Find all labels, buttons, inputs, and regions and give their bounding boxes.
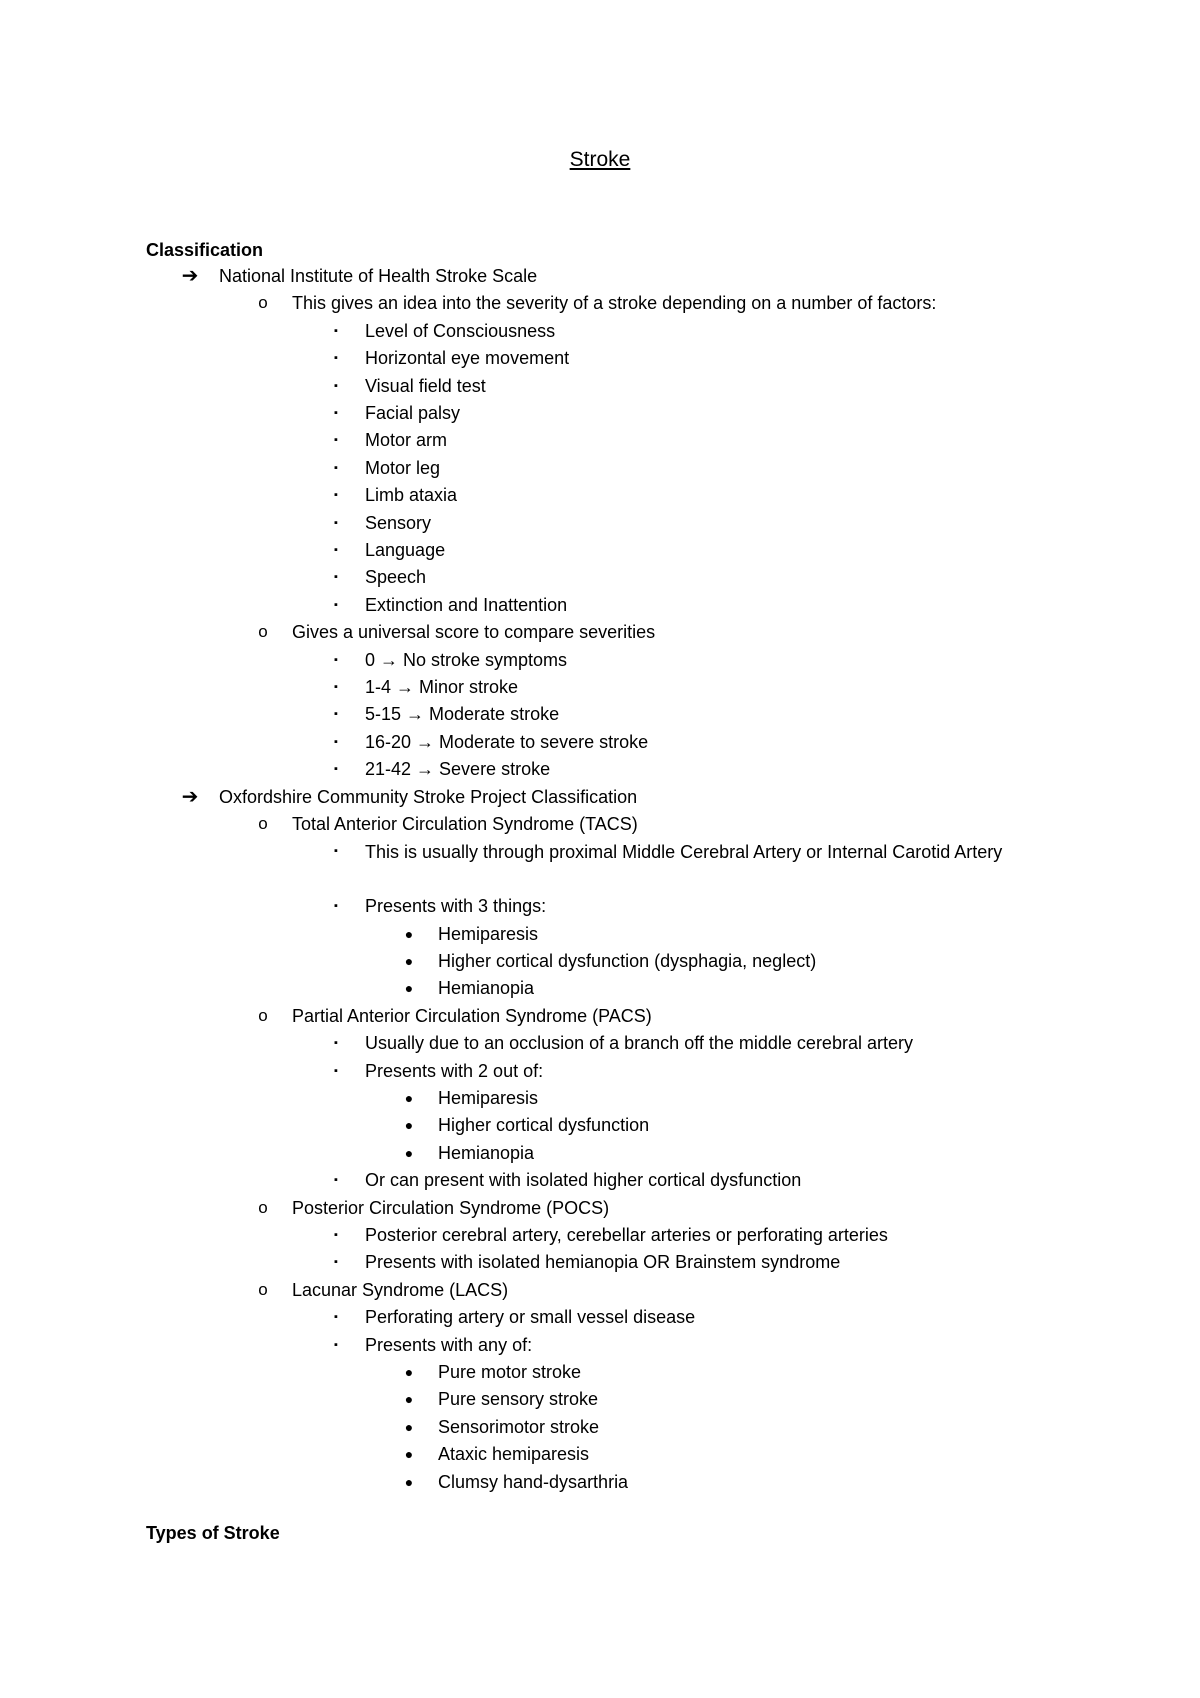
square-bullet-icon: ▪ xyxy=(334,1064,338,1077)
square-bullet-icon: ▪ xyxy=(334,1256,338,1269)
list-item: Hemiparesis xyxy=(438,1088,539,1108)
list-item: Horizontal eye movement xyxy=(365,348,570,369)
square-bullet-icon: ▪ xyxy=(334,1037,338,1050)
list-item: Presents with 2 out of: xyxy=(365,1060,544,1081)
square-bullet-icon: ▪ xyxy=(334,763,338,776)
list-item: Pure sensory stroke xyxy=(438,1389,599,1410)
round-bullet-icon: ● xyxy=(404,925,414,942)
list-item: Presents with isolated hemianopia OR Brainstem syndrome xyxy=(365,1252,841,1273)
list-item: Higher cortical dysfunction (dysphagia, neglect) xyxy=(438,951,817,971)
circle-bullet-icon: o xyxy=(258,1005,268,1025)
square-bullet-icon: ▪ xyxy=(334,735,338,748)
list-item: Extinction and Inattention xyxy=(365,594,568,615)
square-bullet-icon: ▪ xyxy=(334,352,338,365)
list-item: Total Anterior Circulation Syndrome (TACS) xyxy=(292,814,638,834)
list-item: 16-20 → Moderate to severe stroke xyxy=(365,731,649,752)
square-bullet-icon: ▪ xyxy=(334,516,338,529)
circle-bullet-icon: o xyxy=(258,622,268,642)
list-item: Level of Consciousness xyxy=(365,320,556,341)
square-bullet-icon: ▪ xyxy=(334,653,338,666)
round-bullet-icon: ● xyxy=(404,1446,414,1463)
list-item: Clumsy hand-dysarthria xyxy=(438,1471,629,1492)
document-title: Stroke xyxy=(569,148,631,171)
circle-bullet-icon: o xyxy=(258,1197,268,1217)
round-bullet-icon: ● xyxy=(404,953,414,969)
round-bullet-icon: ● xyxy=(404,1090,414,1106)
square-bullet-icon: ▪ xyxy=(334,1229,338,1241)
list-item: Motor arm xyxy=(365,430,448,451)
round-bullet-icon: ● xyxy=(404,1364,414,1380)
round-bullet-icon: ● xyxy=(404,1117,414,1134)
square-bullet-icon: ▪ xyxy=(334,571,338,584)
list-item: Hemianopia xyxy=(438,978,535,999)
list-item: Gives a universal score to compare severities xyxy=(292,622,656,643)
square-bullet-icon: ▪ xyxy=(334,434,338,447)
square-bullet-icon: ▪ xyxy=(334,461,338,474)
list-item: 1-4 → Minor stroke xyxy=(365,677,519,697)
list-item: 21-42 → Severe stroke xyxy=(365,759,551,780)
round-bullet-icon: ● xyxy=(404,1144,414,1161)
square-bullet-icon: ▪ xyxy=(334,681,338,693)
list-item: National Institute of Health Stroke Scale xyxy=(219,266,538,286)
list-item: Lacunar Syndrome (LACS) xyxy=(292,1279,509,1300)
square-bullet-icon: ▪ xyxy=(334,845,338,858)
list-item: Oxfordshire Community Stroke Project Classification xyxy=(219,786,638,807)
list-item: This gives an idea into the severity of a stroke depending on a number of factors: xyxy=(292,293,937,314)
square-bullet-icon: ▪ xyxy=(334,1338,338,1351)
arrow-bullet-icon: ➔ xyxy=(181,785,199,808)
list-item: Hemiparesis xyxy=(438,923,539,944)
square-bullet-icon: ▪ xyxy=(334,489,338,502)
list-item: Higher cortical dysfunction xyxy=(438,1115,650,1136)
square-bullet-icon: ▪ xyxy=(334,324,338,337)
circle-bullet-icon: o xyxy=(258,293,268,313)
square-bullet-icon: ▪ xyxy=(334,407,338,419)
list-item: Ataxic hemiparesis xyxy=(438,1444,590,1465)
square-bullet-icon: ▪ xyxy=(334,708,338,721)
list-item: Limb ataxia xyxy=(365,485,458,506)
list-item: Presents with 3 things: xyxy=(365,896,547,917)
list-item: Perforating artery or small vessel disease xyxy=(365,1307,696,1328)
list-item: Facial palsy xyxy=(365,403,461,423)
list-item: Presents with any of: xyxy=(365,1334,533,1355)
list-item: Usually due to an occlusion of a branch off the middle cerebral artery xyxy=(365,1033,913,1054)
square-bullet-icon: ▪ xyxy=(334,1174,338,1187)
list-item: Sensory xyxy=(365,512,432,533)
list-item: Visual field test xyxy=(365,375,486,396)
round-bullet-icon: ● xyxy=(404,1473,414,1490)
list-item: Speech xyxy=(365,567,427,588)
list-item: Pure motor stroke xyxy=(438,1362,582,1382)
list-item: Hemianopia xyxy=(438,1142,535,1163)
section-heading-types: Types of Stroke xyxy=(146,1523,280,1543)
round-bullet-icon: ● xyxy=(404,1418,414,1435)
list-item: Posterior Circulation Syndrome (POCS) xyxy=(292,1197,610,1218)
list-item: Motor leg xyxy=(365,457,441,478)
list-item: 5-15 → Moderate stroke xyxy=(365,704,560,725)
round-bullet-icon: ● xyxy=(404,1391,414,1408)
square-bullet-icon: ▪ xyxy=(334,1311,338,1324)
list-item: 0 → No stroke symptoms xyxy=(365,649,568,670)
square-bullet-icon: ▪ xyxy=(334,900,338,913)
circle-bullet-icon: o xyxy=(258,814,268,833)
square-bullet-icon: ▪ xyxy=(334,544,338,556)
circle-bullet-icon: o xyxy=(258,1279,268,1299)
list-item: Partial Anterior Circulation Syndrome (PACS) xyxy=(292,1005,652,1026)
section-heading-classification: Classification xyxy=(146,240,264,260)
list-item: Sensorimotor stroke xyxy=(438,1416,600,1437)
list-item: This is usually through proximal Middle Cerebral Artery or Internal Carotid Artery xyxy=(365,842,1003,863)
square-bullet-icon: ▪ xyxy=(334,598,338,611)
list-item: Posterior cerebral artery, cerebellar arteries or perforating arteries xyxy=(365,1225,888,1245)
arrow-bullet-icon: ➔ xyxy=(181,265,199,287)
list-item: Language xyxy=(365,540,446,560)
list-item: Or can present with isolated higher cortical dysfunction xyxy=(365,1170,802,1191)
round-bullet-icon: ● xyxy=(404,980,414,997)
square-bullet-icon: ▪ xyxy=(334,379,338,392)
